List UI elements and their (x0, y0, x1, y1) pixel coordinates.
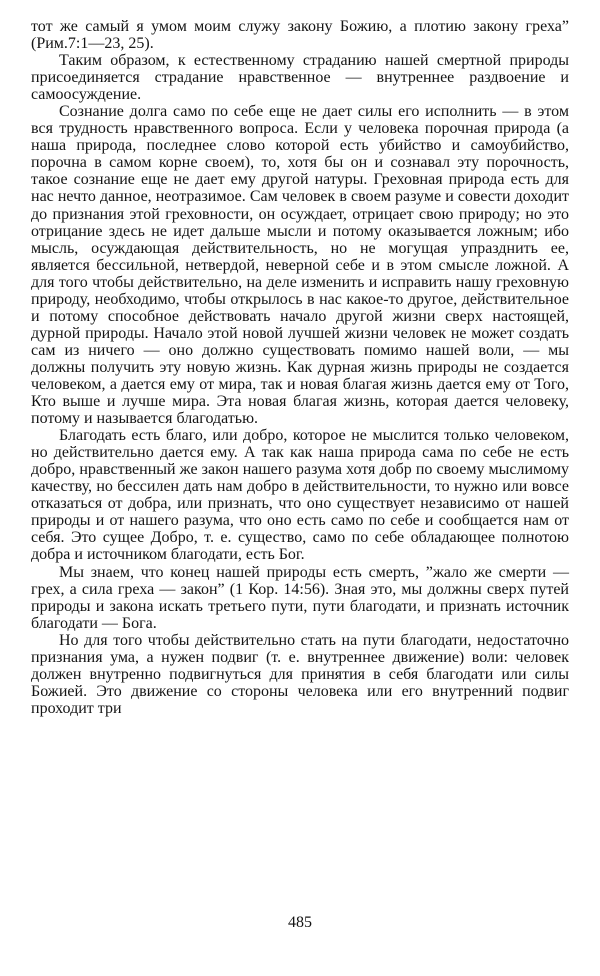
paragraph-5: Мы знаем, что конец нашей природы есть смерть, ”жало же смерти — грех, а сила греха — закон” (1 Кор. 14:56). Зная это, мы должны сверх путей природы и закона искать третьего пути, пути благодати, и признать источник благодати — Бога. (31, 563, 569, 632)
paragraph-3: Сознание долга само по себе еще не дает силы его исполнить — в этом вся трудность нравственного вопроса. Если у человека порочная природа (а наша природа, последнее слово которой есть убийство и самоубийство, порочна в самом корне своем), то, хотя бы он и сознавал эту порочность, такое сознание еще не дает ему другой натуры. Греховная природа есть для нас нечто данное, неотразимое. Сам человек в своем разуме и совести доходит до признания этой греховности, он осуждает, отрицает свою природу; но это отрицание здесь не идет дальше мысли и потому оказывается ложным; ибо мысль, осуждающая действительность, но не могущая упразднить ее, является бессильной, нетвердой, неверной себе и в этом смысле ложной. А для того чтобы действительно, на деле изменить и исправить нашу греховную природу, необходимо, чтобы открылось в нас какое-то другое, действительное и потому способное действовать начало другой жизни сверх настоящей, дурной природы. Начало этой новой лучшей жизни человек не может создать сам из ничего — оно должно существовать помимо нашей воли, — мы должны получить эту новую жизнь. Как дурная жизнь природы не создается человеком, а дается ему от мира, так и новая благая жизнь дается ему от Того, Кто выше и лучше мира. Эта новая благая жизнь, которая дается человеку, потому и называется благодатью. (31, 103, 569, 428)
paragraph-continuation: тот же самый я умом моим служу закону Божию, а плотию закону греха” (Рим.7:1—23, 25). (31, 18, 569, 53)
paragraph-2: Таким образом, к естественному страданию нашей смертной природы присоединяется страдание нравственное — внутреннее раздвоение и самоосуждение. (31, 52, 569, 104)
paragraph-4: Благодать есть благо, или добро, которое не мыслится только человеком, но действительно дается ему. А так как наша природа сама по себе не есть добро, нравственный же закон нашего разума хотя добр по своему мыслимому качеству, но бессилен дать нам добро в действительности, то нужно или вовсе отказаться от добра, или признать, что оно существует независимо от нашей природы и от нашего разума, что оно есть само по себе и сообщается нам от себя. Это сущее Добро, т. е. существо, само по себе обладающее полнотою добра и источником благодати, есть Бог. (31, 427, 569, 564)
page-number: 485 (288, 914, 312, 931)
paragraph-6: Но для того чтобы действительно стать на пути благодати, недостаточно признания ума, а нужен подвиг (т. е. внутреннее движение) воли: человек должен внутренно подвигнуться для принятия в себя благодати или силы Божией. Это движение со стороны человека или его внутренний подвиг проходит три (31, 631, 569, 717)
page-text (31, 18, 569, 717)
